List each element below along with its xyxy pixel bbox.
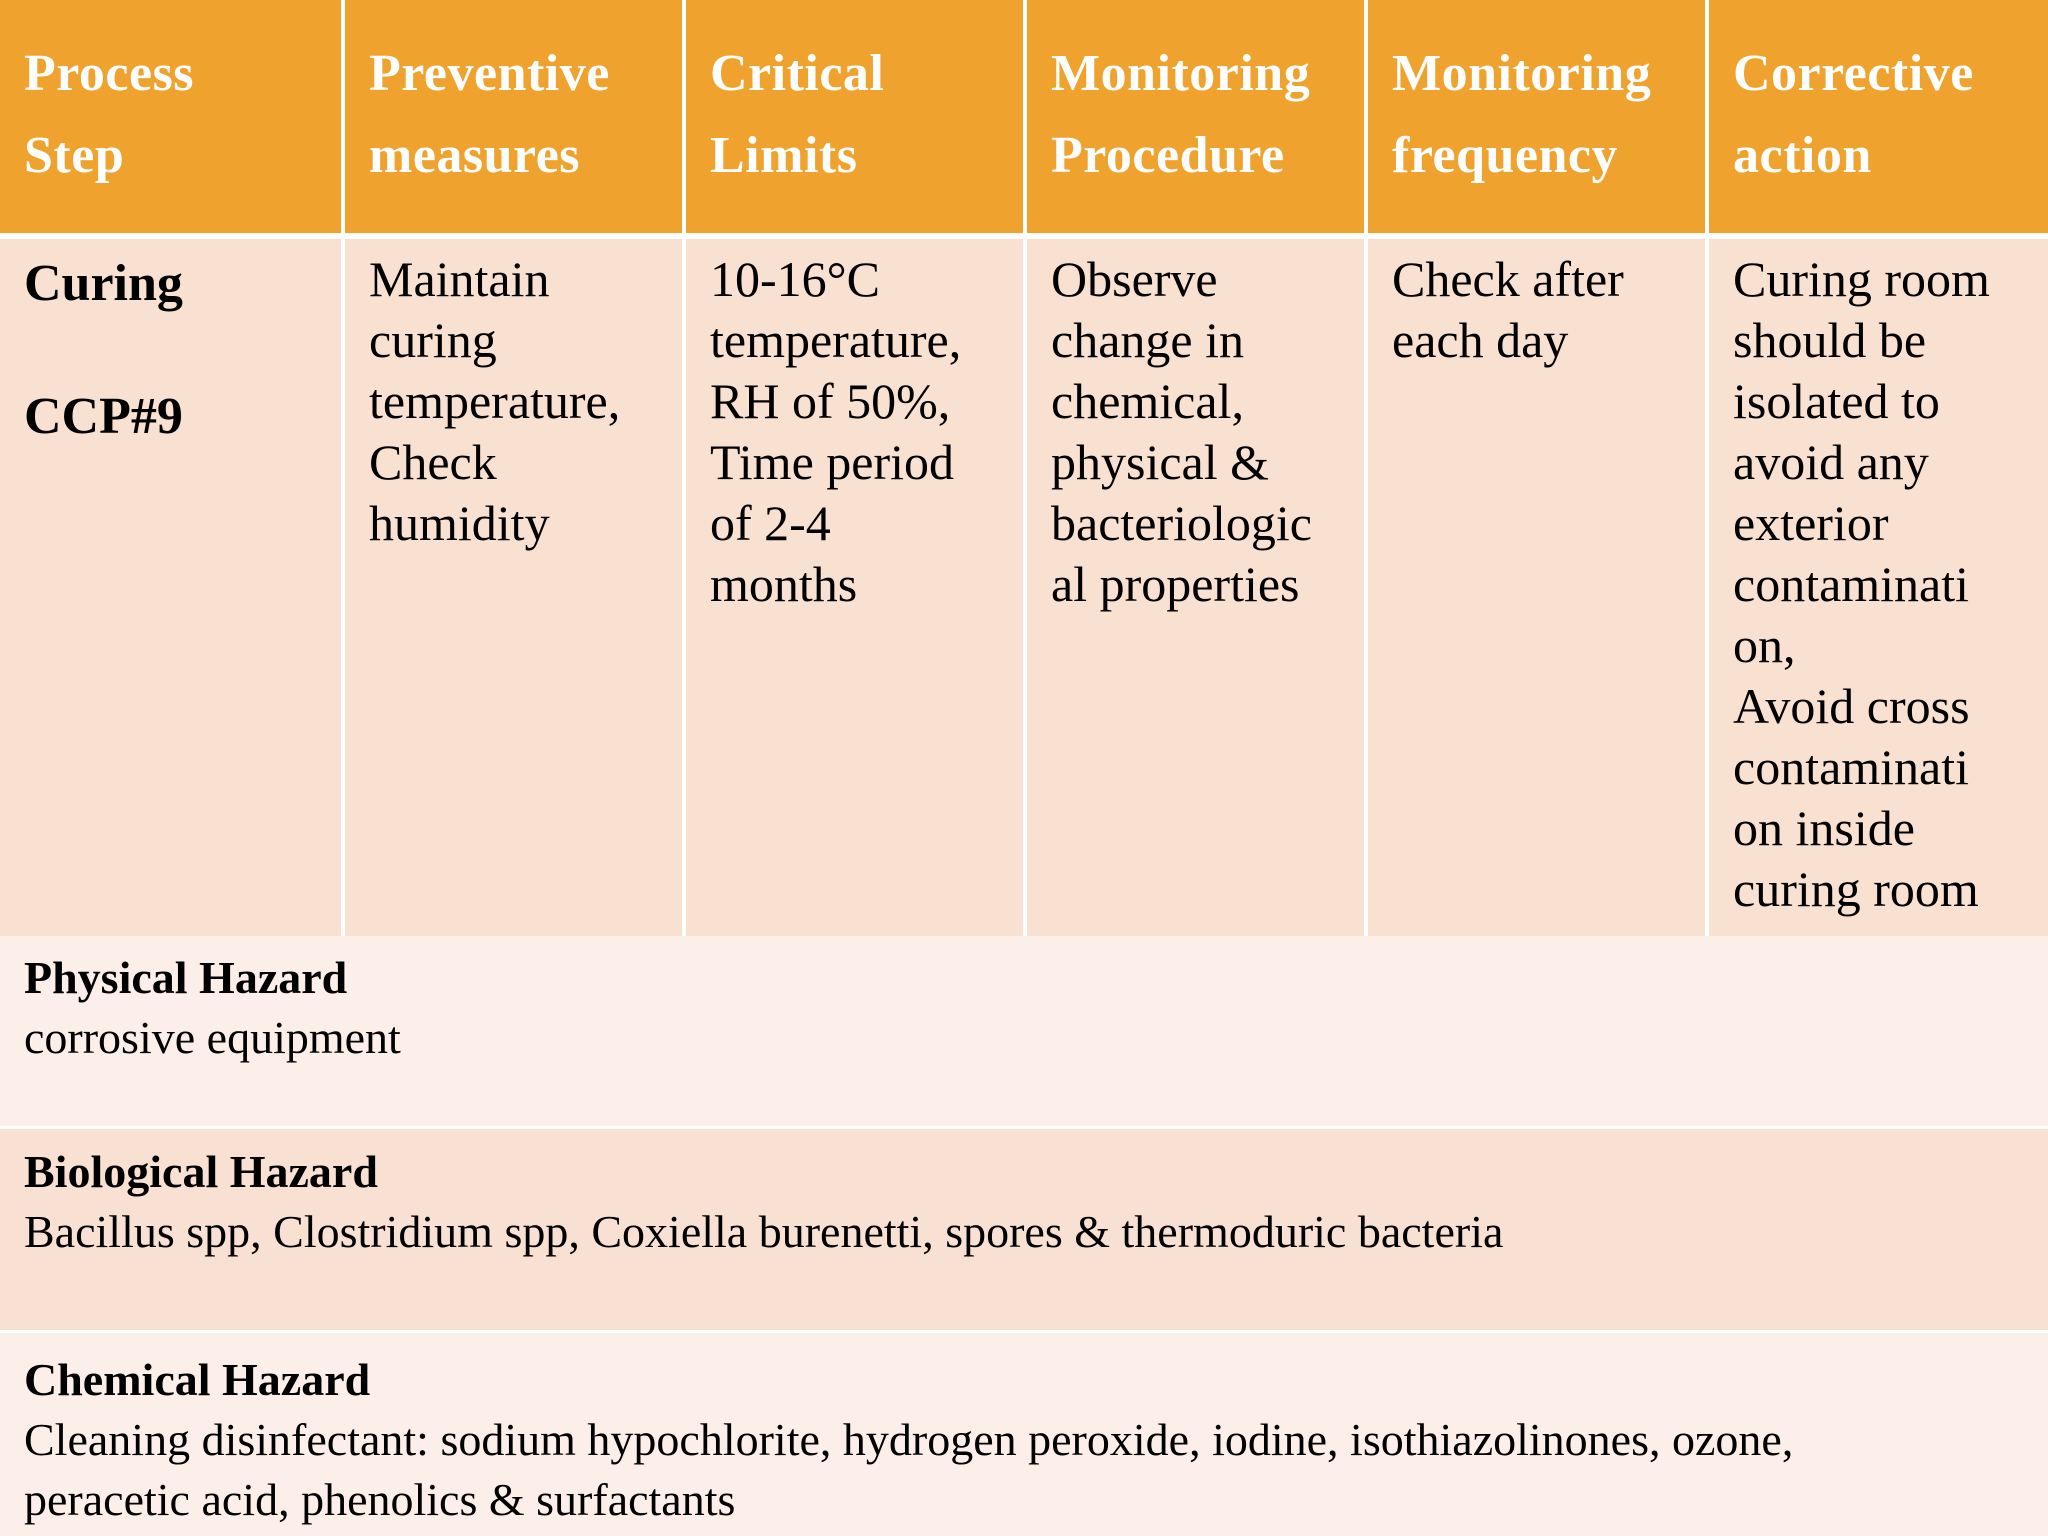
chemical-hazard-title: Chemical Hazard: [24, 1354, 371, 1405]
cell-line: curing: [369, 312, 497, 368]
cell-line: on inside: [1733, 800, 1915, 856]
cell-line: physical &: [1051, 434, 1270, 490]
cell-line: al properties: [1051, 556, 1300, 612]
cell-line: should be: [1733, 312, 1927, 368]
table-row: [0, 239, 2048, 936]
header-text: Procedure: [1051, 127, 1285, 184]
cell-line: temperature,: [710, 312, 962, 368]
chemical-hazard-text: Cleaning disinfectant: sodium hypochlorite, hydrogen peroxide, iodine, isothiazolinones, ozone,: [24, 1414, 1794, 1465]
chemical-hazard-section: [0, 1332, 2048, 1536]
cell-line: curing room: [1733, 861, 1979, 917]
cell-line: contaminati: [1733, 739, 1970, 795]
cell-line: 10-16°C: [710, 251, 880, 307]
header-corrective-action: [1709, 0, 2048, 233]
row-separator: [0, 1126, 2048, 1129]
cell-line: temperature,: [369, 373, 621, 429]
biological-hazard-text: Bacillus spp, Clostridium spp, Coxiella burenetti, spores & thermoduric bacteria: [24, 1206, 1504, 1257]
header-text: Critical: [710, 45, 885, 102]
header-text: Corrective: [1733, 45, 1974, 102]
cell-line: Check after: [1392, 251, 1624, 307]
ccp-label: CCP#9: [24, 388, 183, 445]
cell-line: Check: [369, 434, 497, 490]
header-text: Monitoring: [1051, 45, 1311, 102]
cell-line: months: [710, 556, 858, 612]
header-text: Monitoring: [1392, 45, 1652, 102]
cell-line: chemical,: [1051, 373, 1244, 429]
cell-line: humidity: [369, 495, 550, 551]
header-monitoring-procedure: [1027, 0, 1364, 233]
cell-critical-limits: [686, 239, 1023, 936]
cell-line: Time period: [710, 434, 954, 490]
cell-line: Avoid cross: [1733, 678, 1970, 734]
physical-hazard-title: Physical Hazard: [24, 952, 348, 1003]
cell-line: Observe: [1051, 251, 1218, 307]
cell-process-step: [0, 239, 341, 936]
cell-corrective-action: [1709, 239, 2048, 936]
header-preventive-measures: [345, 0, 682, 233]
cell-line: Curing room: [1733, 251, 1990, 307]
cell-monitoring-procedure: [1027, 239, 1364, 936]
cell-preventive-measures: [345, 239, 682, 936]
cell-line: RH of 50%,: [710, 373, 951, 429]
header-monitoring-frequency: [1368, 0, 1705, 233]
cell-line: on,: [1733, 617, 1796, 673]
chemical-hazard-text: peracetic acid, phenolics & surfactants: [24, 1474, 736, 1525]
cell-line: change in: [1051, 312, 1244, 368]
cell-line: exterior: [1733, 495, 1889, 551]
physical-hazard-section: [0, 936, 2048, 1128]
header-text: Preventive: [369, 45, 610, 102]
process-step-name: Curing: [24, 255, 183, 312]
header-text: measures: [369, 127, 581, 184]
cell-line: of 2-4: [710, 495, 831, 551]
row-separator: [0, 1330, 2048, 1333]
biological-hazard-title: Biological Hazard: [24, 1146, 378, 1197]
header-text: Limits: [710, 127, 858, 184]
header-text: Process: [24, 45, 195, 102]
physical-hazard-text: corrosive equipment: [24, 1012, 401, 1063]
cell-line: each day: [1392, 312, 1569, 368]
header-text: frequency: [1392, 127, 1618, 184]
header-text: Step: [24, 127, 125, 184]
cell-line: isolated to: [1733, 373, 1940, 429]
table-header-row: [0, 0, 2048, 233]
header-text: action: [1733, 127, 1872, 184]
header-process-step: [0, 0, 341, 233]
biological-hazard-section: [0, 1128, 2048, 1332]
cell-line: avoid any: [1733, 434, 1929, 490]
cell-line: Maintain: [369, 251, 550, 307]
header-critical-limits: [686, 0, 1023, 233]
cell-line: contaminati: [1733, 556, 1970, 612]
cell-monitoring-frequency: [1368, 239, 1705, 936]
cell-line: bacteriologic: [1051, 495, 1312, 551]
